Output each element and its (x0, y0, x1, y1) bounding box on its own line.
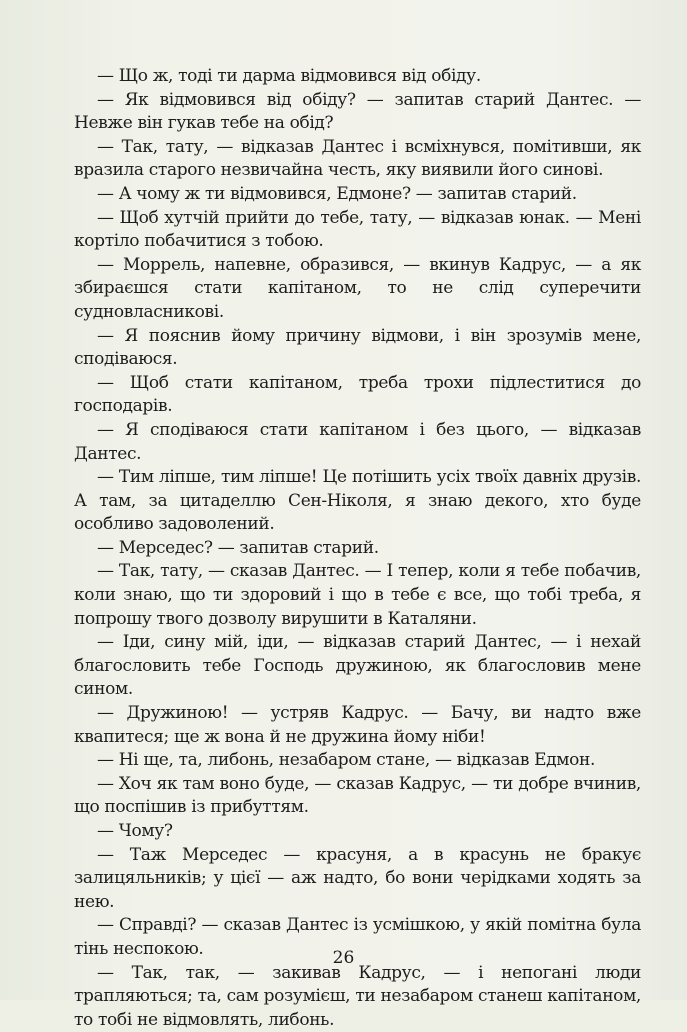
paragraph: — Як відмовився від обіду? — запитав старий Дантес. — Невже він гукав тебе на обід? (74, 89, 641, 134)
paragraph: — Ні ще, та, либонь, незабаром стане, — відказав Едмон. (97, 750, 596, 771)
page-body-text (74, 65, 641, 1032)
paragraph: — А чому ж ти відмовився, Едмоне? — запитав старий. (97, 183, 577, 204)
paragraph: — Так, тату, — відказав Дантес і всміхнувся, помітивши, як вразила старого незвичайна честь, яку виявили його синові. (74, 136, 641, 181)
paragraph: — Тим ліпше, тим ліпше! Це потішить усіх твоїх давніх друзів. А там, за цитаделлю Сен-Ніколя, я знаю декого, хто буде особливо задоволений. (74, 467, 641, 535)
paragraph: — Так, тату, — сказав Дантес. — І тепер, коли я тебе побачив, коли знаю, що ти здоровий і що в тебе є все, що тобі треба, я попрошу твого дозволу вирушити в Каталяни. (74, 561, 641, 629)
paragraph: — Іди, сину мій, іди, — відказав старий Дантес, — і нехай благословить тебе Господь дружиною, як благословив мене сином. (74, 632, 641, 700)
page-number: 26 (332, 948, 355, 968)
paragraph: — Що ж, тоді ти дарма відмовився від обіду. (97, 66, 481, 86)
paragraph: — Дружиною! — устряв Кадрус. — Бачу, ви надто вже квапитеся; ще ж вона й не дружина йому ніби! (74, 703, 641, 747)
paragraph: — Чому? (97, 821, 173, 841)
paragraph: — Хоч як там воно буде, — сказав Кадрус, — ти добре вчинив, що поспішив із прибуттям. (74, 773, 641, 818)
paragraph: — Я сподіваюся стати капітаном і без цього, — відказав Дантес. (74, 419, 641, 464)
paragraph: — Так, так, — закивав Кадрус, — і непогані люди трапляються; та, сам розумієш, ти незабаром станеш капітаном, то тобі не відмовлять, либонь. (74, 962, 641, 1030)
paragraph: — Моррель, напевне, образився, — вкинув Кадрус, — а як збираєшся стати капітаном, то не слід суперечити судновласникові. (74, 254, 641, 322)
paragraph: — Щоб хутчій прийти до тебе, тату, — відказав юнак. — Мені кортіло побачитися з тобою. (74, 207, 641, 252)
paragraph: — Таж Мерседес — красуня, а в красунь не бракує залицяльників; у цієї — аж надто, бо вони черідками ходять за нею. (74, 844, 641, 912)
paragraph: — Щоб стати капітаном, треба трохи підлеститися до господарів. (74, 372, 641, 417)
paragraph: — Я пояснив йому причину відмови, і він зрозумів мене, сподіваюся. (74, 325, 641, 370)
paragraph: — Справді? — сказав Дантес із усмішкою, у якій помітна була тінь неспокою. (74, 915, 641, 959)
paragraph: — Мерседес? — запитав старий. (97, 537, 379, 558)
